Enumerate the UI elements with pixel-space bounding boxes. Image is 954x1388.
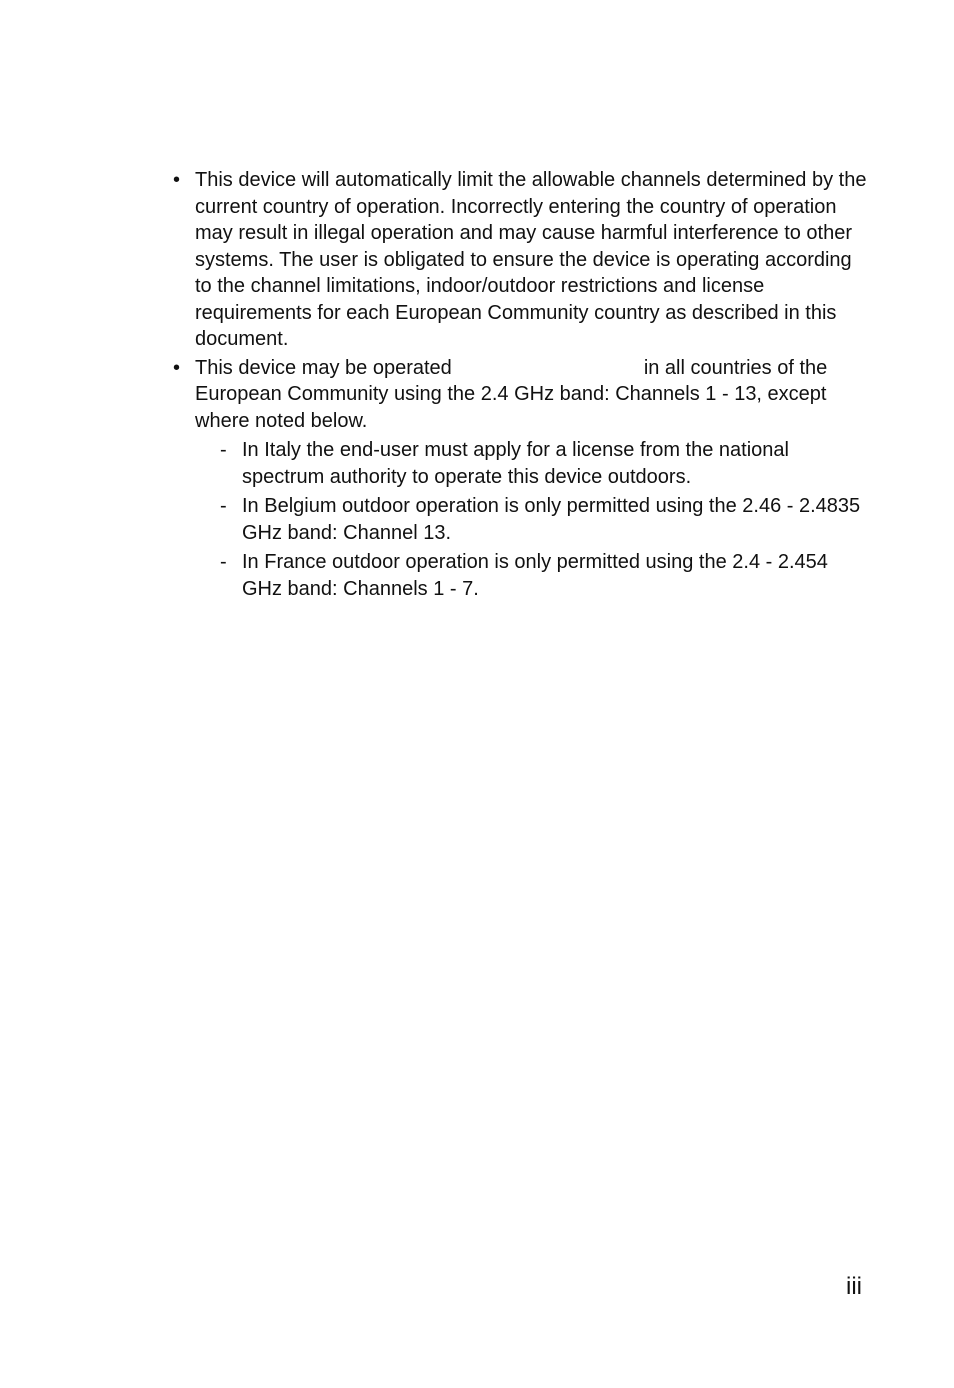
regulatory-notice-list xyxy=(170,167,870,605)
sub-item-list xyxy=(195,437,870,602)
dash-marker: - xyxy=(220,495,227,517)
sub-item-belgium xyxy=(220,493,870,546)
bullet-text: This device will automatically limit the allowable channels determined by the current country of operation. Incorrectly entering the country of operation may result in illegal operation and may cause harmful interference to other systems. The user is obligated to ensure the device is operating according to the channel limitations, indoor/outdoor restrictions and license requirements for each European Community country as described in this document. xyxy=(195,169,867,350)
bullet-item-country-limit xyxy=(170,167,870,353)
sub-item-text: In France outdoor operation is only permitted using the 2.4 - 2.454 GHz band: Channels 1 - 7. xyxy=(242,551,828,600)
bullet-text-after-gap: in all countries of the European Community using the 2.4 GHz band: Channels 1 - 13, except where noted below. xyxy=(195,356,828,432)
sub-item-italy xyxy=(220,437,870,490)
bullet-marker: • xyxy=(173,169,181,191)
sub-item-text: In Belgium outdoor operation is only permitted using the 2.46 - 2.4835 GHz band: Channel 13. xyxy=(242,495,861,544)
bullet-text-before-gap: This device may be operated xyxy=(195,356,452,379)
dash-marker: - xyxy=(220,439,227,461)
bullet-marker: • xyxy=(173,356,181,379)
dash-marker: - xyxy=(220,551,227,573)
bullet-item-eu-operation xyxy=(170,355,870,603)
page-number: iii xyxy=(846,1273,862,1300)
sub-item-france xyxy=(220,549,870,602)
sub-item-text: In Italy the end-user must apply for a license from the national spectrum authority to operate this device outdoors. xyxy=(242,439,789,488)
